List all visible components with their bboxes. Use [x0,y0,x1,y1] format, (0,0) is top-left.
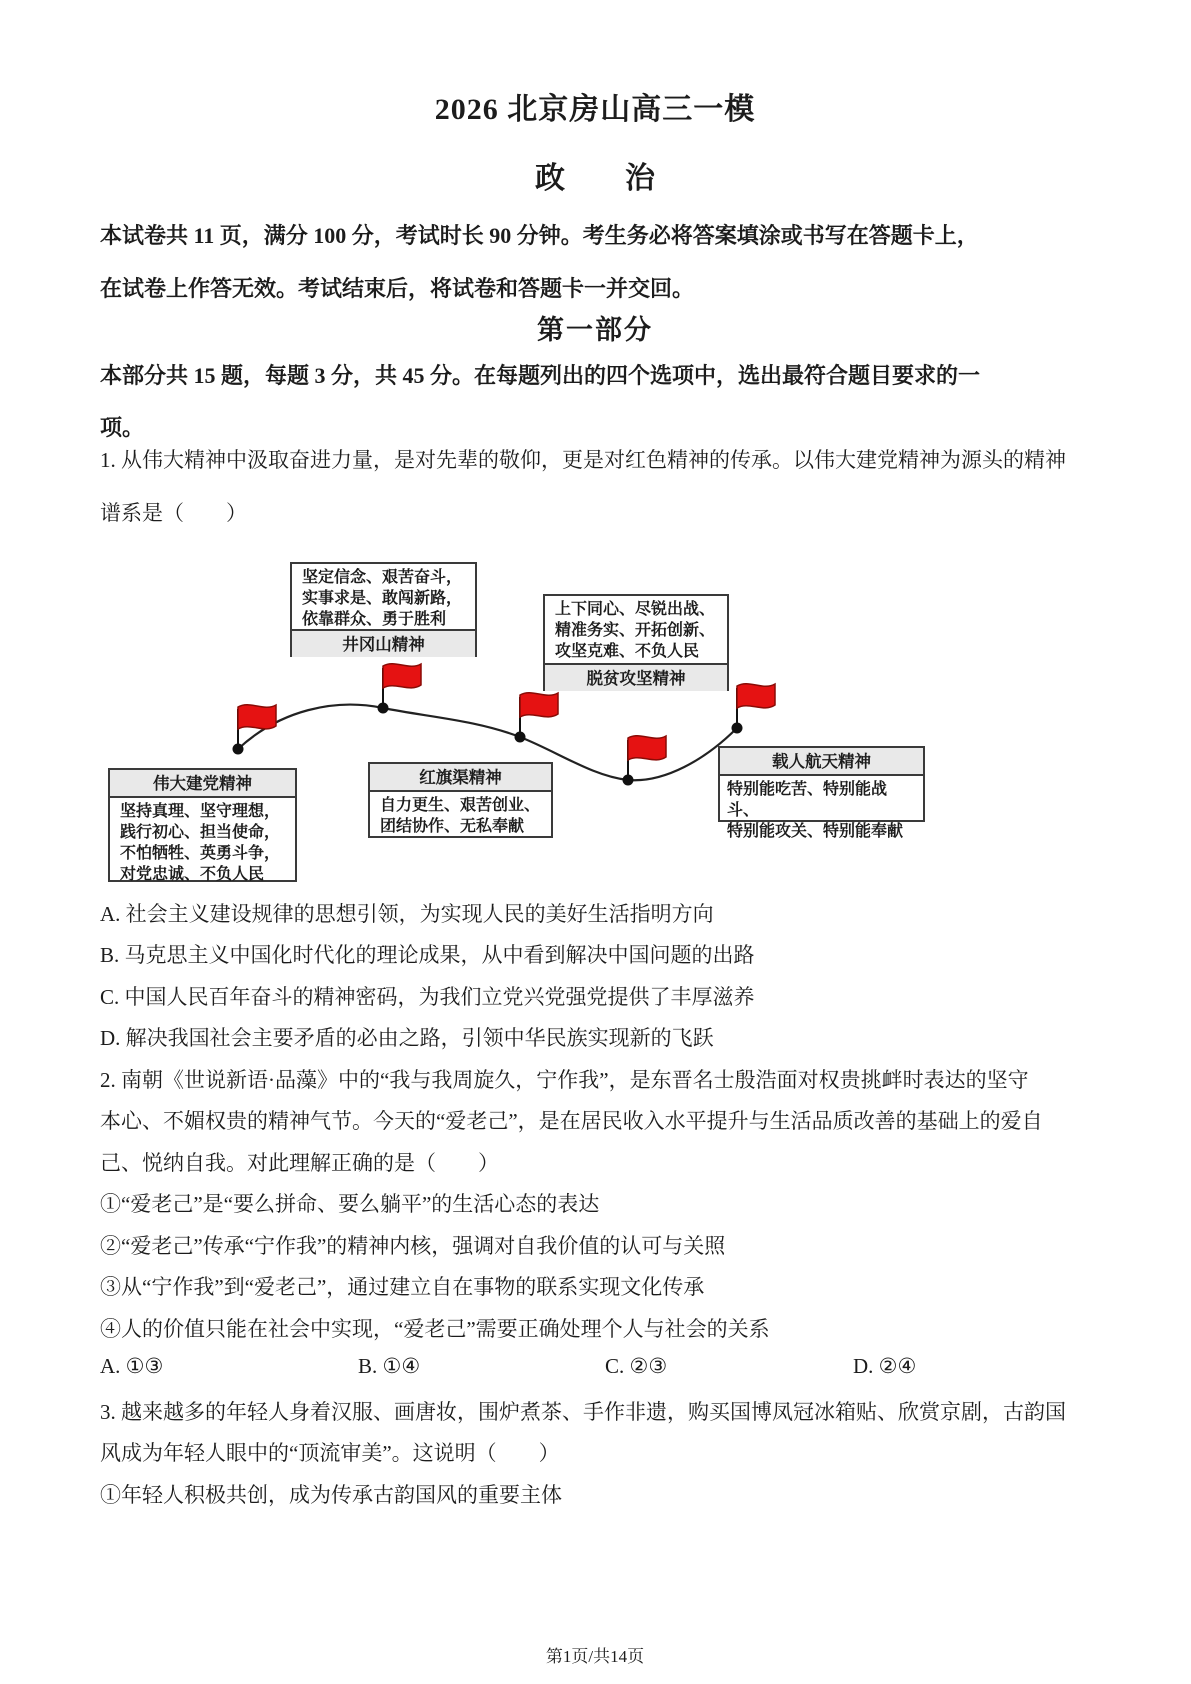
part1-description-line: 本部分共 15 题，每题 3 分，共 45 分。在每题列出的四个选项中，选出最符合题目要求的一 [100,363,981,388]
diagram-box-content-line: 特别能攻关、特别能奉献 [727,823,904,840]
page-title: 2026 北京房山高三一模 [434,93,756,126]
subject-title: 政 治 [535,162,655,195]
red-flag-icon [520,693,558,737]
curve-node-dot [623,775,634,786]
q3-text-line: 风成为年轻人眼中的“顶流审美”。这说明（ ） [100,1441,560,1465]
diagram-box-label: 伟大建党精神 [110,770,295,798]
q2-text-line: 己、悦纳自我。对此理解正确的是（ ） [100,1151,499,1175]
q2-option-d: D. ②④ [853,1354,917,1378]
q1-text-line: 1. 从伟大精神中汲取奋进力量，是对先辈的敬仰，更是对红色精神的传承。以伟大建党精神为源头的精神 [100,448,1066,472]
diagram-box-content-line: 不怕牺牲、英勇斗争， [120,845,281,862]
diagram-box-content-line: 攻坚克难、不负人民 [555,643,700,660]
diagram-box-content-line: 特别能吃苦、特别能战斗、 [727,781,888,819]
diagram-box-label: 井冈山精神 [292,629,475,657]
q2-option-a: A. ①③ [100,1354,164,1378]
page-number-footer: 第1页/共14页 [545,1647,645,1666]
q1-option-a: A. 社会主义建设规律的思想引领，为实现人民的美好生活指明方向 [100,902,714,926]
diagram-box-content-line: 坚定信念、艰苦奋斗， [302,569,463,586]
q2-option-c: C. ②③ [605,1354,668,1378]
diagram-box-label: 红旗渠精神 [370,764,551,792]
curve-node-dot [233,744,244,755]
q3-text-line: 3. 越来越多的年轻人身着汉服、画唐妆，围炉煮茶、手作非遗，购买国博凤冠冰箱贴、欣赏京剧，古韵国 [100,1400,1066,1424]
q2-text-line: 本心、不媚权贵的精神气节。今天的“爱老己”，是在居民收入水平提升与生活品质改善的基础上的爱自 [100,1109,1043,1133]
diagram-box-content-line: 上下同心、尽锐出战、 [555,601,716,618]
q1-option-d: D. 解决我国社会主要矛盾的必由之路，引领中华民族实现新的飞跃 [100,1026,714,1050]
diagram-box-content-line: 精准务实、开拓创新、 [555,622,716,639]
diagram-box-content-line: 践行初心、担当使命， [120,824,281,841]
red-flag-icon [383,664,421,708]
q1-option-b: B. 马克思主义中国化时代化的理论成果，从中看到解决中国问题的出路 [100,943,755,967]
exam-notice-line: 在试卷上作答无效。考试结束后，将试卷和答题卡一并交回。 [100,276,695,301]
diagram-box-content-line: 实事求是、敢闯新路， [302,590,463,607]
curve-node-dot [732,723,743,734]
q2-text-line: 2. 南朝《世说新语·品藻》中的“我与我周旋久，宁作我”，是东晋名士殷浩面对权贵挑衅时表达的坚守 [100,1068,1029,1092]
q1-text-line: 谱系是（ ） [100,501,247,525]
timeline-curve-graphic [200,640,800,800]
red-flag-icon [238,705,276,749]
red-flag-icon [628,736,666,780]
q3-statement-1: ①年轻人积极共创，成为传承古韵国风的重要主体 [100,1483,562,1507]
diagram-box-content-line: 依靠群众、勇于胜利 [302,611,447,628]
diagram-box-content-line: 团结协作、无私奉献 [380,818,525,835]
q2-statement-2: ②“爱老己”传承“宁作我”的精神内核，强调对自我价值的认可与关照 [100,1234,726,1258]
part1-heading: 第一部分 [537,315,653,345]
diagram-box-content-line: 对党忠诚、不负人民 [120,866,265,883]
q1-option-c: C. 中国人民百年奋斗的精神密码，为我们立党兴党强党提供了丰厚滋养 [100,985,755,1009]
q2-statement-3: ③从“宁作我”到“爱老己”，通过建立自在事物的联系实现文化传承 [100,1275,705,1299]
q2-statement-1: ①“爱老己”是“要么拼命、要么躺平”的生活心态的表达 [100,1192,600,1216]
curve-node-dot [515,732,526,743]
exam-notice-line: 本试卷共 11 页，满分 100 分，考试时长 90 分钟。考生务必将答案填涂或书写在答题卡上， [100,223,979,248]
red-flag-icon [737,684,775,728]
diagram-box-content-line: 坚持真理、坚守理想， [120,803,281,820]
curve-node-dot [378,703,389,714]
q2-statement-4: ④人的价值只能在社会中实现，“爱老己”需要正确处理个人与社会的关系 [100,1317,770,1341]
diagram-box-label: 脱贫攻坚精神 [545,663,727,691]
diagram-box-label: 载人航天精神 [720,748,923,776]
diagram-box-content-line: 自力更生、艰苦创业、 [380,797,541,814]
q2-option-b: B. ①④ [358,1354,421,1378]
part1-description-line: 项。 [100,415,145,440]
